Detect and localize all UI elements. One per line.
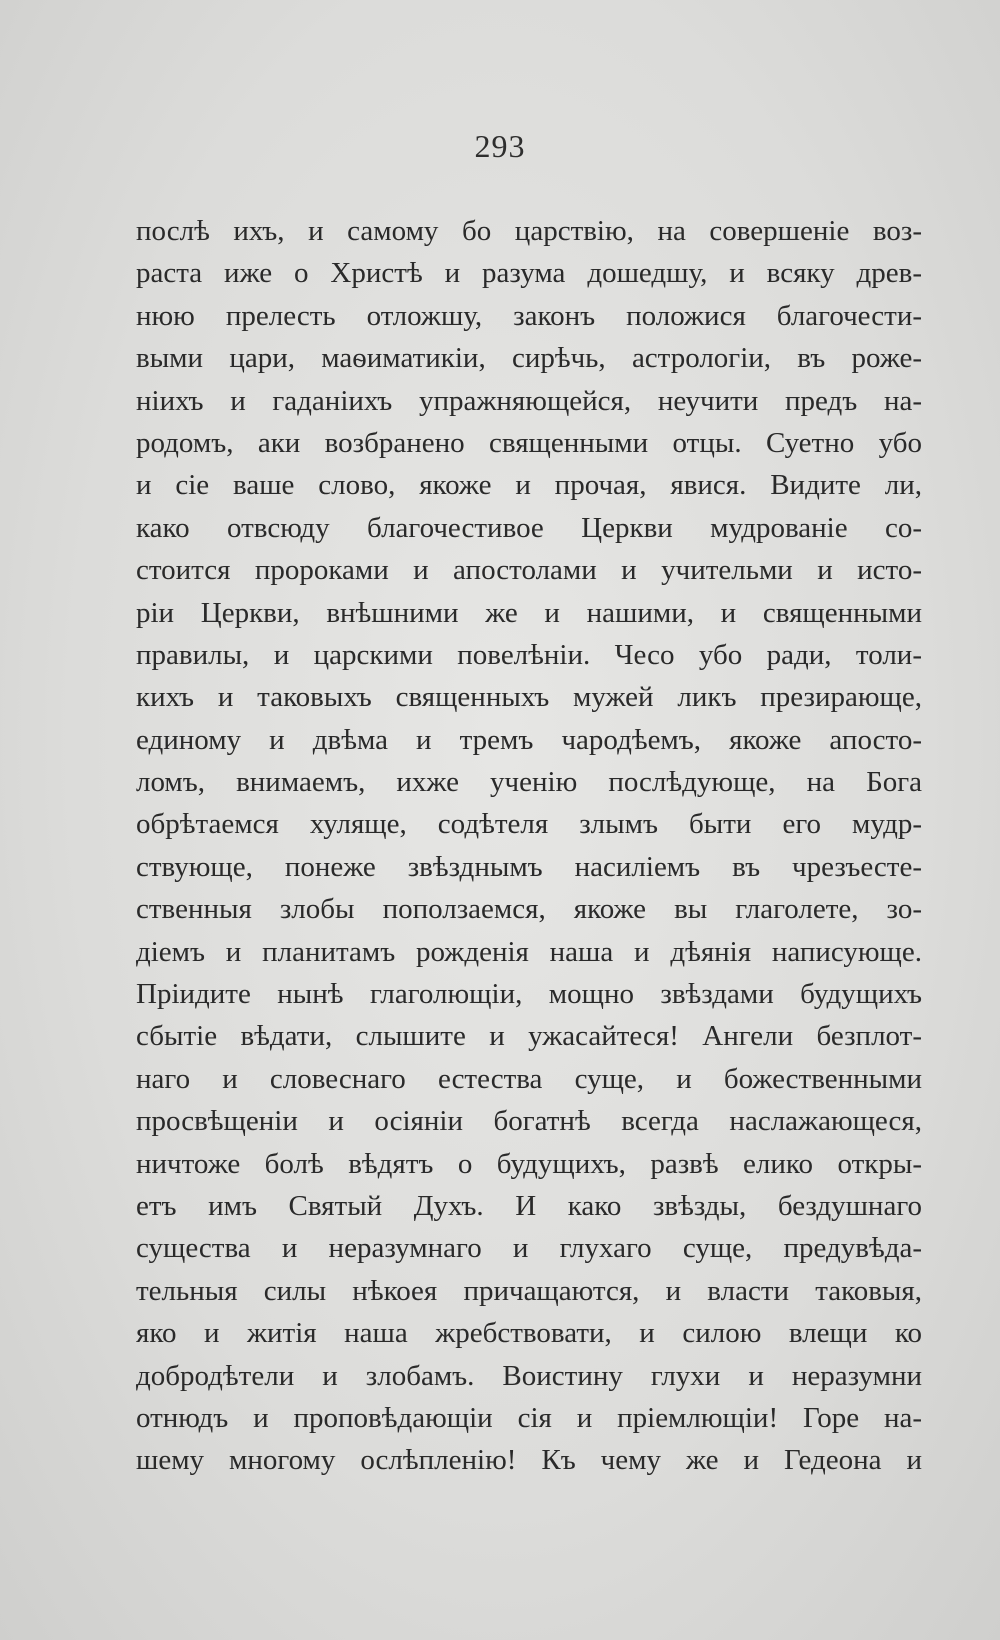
page-number: 293 <box>474 128 526 164</box>
text-line: и сіе ваше слово, якоже и прочая, явися. Видите ли, <box>136 469 922 502</box>
text-line: ріи Церкви, внѣшними же и нашими, и священными <box>136 596 922 629</box>
text-line: нюю прелесть отложшу, законъ положися благочести- <box>136 299 922 332</box>
text-line: родомъ, аки возбранено священными отцы. Суетно убо <box>136 426 922 459</box>
text-line: выми цари, маѳиматикіи, сирѣчь, астрологіи, въ роже- <box>136 342 922 375</box>
text-line: ствующе, понеже звѣзднымъ насиліемъ въ чрезъесте- <box>136 850 922 883</box>
text-line: послѣ ихъ, и самому бо царствію, на совершеніе воз- <box>136 215 922 247</box>
text-line: наго и словеснаго естества суще, и божественными <box>136 1062 922 1095</box>
body-text <box>136 210 922 1482</box>
text-line: діемъ и планитамъ рожденія наша и дѣянія написующе. <box>136 935 922 968</box>
text-line: добродѣтели и злобамъ. Воистину глухи и неразумни <box>136 1359 922 1392</box>
text-line: стоится пророками и апостолами и учительми и исто- <box>136 554 922 587</box>
text-line: шему многому ослѣпленію! Къ чему же и Гедеона и <box>136 1444 922 1477</box>
text-line: етъ имъ Святый Духъ. И како звѣзды, бездушнаго <box>136 1189 922 1222</box>
text-line: отнюдъ и проповѣдающіи сія и пріемлющіи! Горе на- <box>136 1401 922 1434</box>
text-line: ніихъ и гаданіихъ упражняющейся, неучити предъ на- <box>136 384 922 417</box>
text-line: ственныя злобы поползаемся, якоже вы глаголете, зо- <box>136 893 922 926</box>
text-line: Пріидите нынѣ глаголющіи, мощно звѣздами будущихъ <box>136 978 922 1011</box>
text-line: просвѣщеніи и осіяніи богатнѣ всегда наслажающеся, <box>136 1105 922 1138</box>
text-line: существа и неразумнаго и глухаго суще, предувѣда- <box>136 1232 922 1265</box>
text-line: единому и двѣма и тремъ чародѣемъ, якоже апосто- <box>136 723 922 756</box>
text-line: ничтоже болѣ вѣдятъ о будущихъ, развѣ елико откры- <box>136 1147 922 1180</box>
text-line: яко и житія наша жребствовати, и силою влещи ко <box>136 1317 922 1350</box>
text-line: обрѣтаемся хуляще, содѣтеля злымъ быти его мудр- <box>136 808 922 841</box>
text-line: како отвсюду благочестивое Церкви мудрованіе со- <box>136 511 922 544</box>
text-line: правилы, и царскими повелѣніи. Чесо убо ради, толи- <box>136 638 922 671</box>
text-line: сбытіе вѣдати, слышите и ужасайтеся! Ангели безплот- <box>136 1020 922 1053</box>
text-line: тельныя силы нѣкоея причащаются, и власти таковыя, <box>136 1274 922 1307</box>
text-line: ломъ, внимаемъ, ихже ученію послѣдующе, на Бога <box>136 766 922 799</box>
text-line: кихъ и таковыхъ священныхъ мужей ликъ презирающе, <box>136 681 922 714</box>
text-line: раста иже о Христѣ и разума дошедшу, и всяку древ- <box>136 257 922 290</box>
